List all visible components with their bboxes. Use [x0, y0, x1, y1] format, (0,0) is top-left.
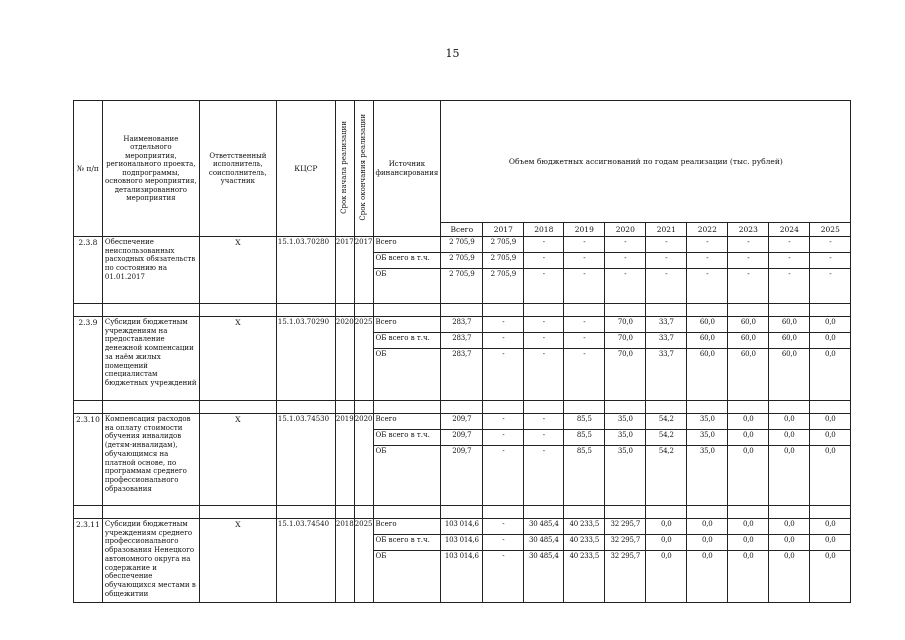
value-cell: - [524, 269, 564, 304]
row-end: 2020 [354, 414, 373, 506]
value-cell: - [524, 430, 564, 446]
row-source: Всего [373, 237, 441, 253]
value-cell: 0,0 [769, 446, 810, 506]
header-year-col: 2025 [810, 223, 851, 237]
table-row [74, 237, 851, 253]
value-cell: - [524, 446, 564, 506]
row-end: 2025 [354, 519, 373, 603]
value-cell: 0,0 [728, 535, 769, 551]
value-cell: 60,0 [769, 349, 810, 401]
value-cell: 60,0 [687, 333, 728, 349]
value-cell: - [810, 253, 851, 269]
value-cell: - [483, 333, 524, 349]
header-end: Срок окончания реализации [359, 114, 368, 221]
value-cell: 40 233,5 [564, 535, 605, 551]
table-row [74, 317, 851, 333]
header-year-col: 2024 [769, 223, 810, 237]
header-name: Наименование отдельного мероприятия, регионального проекта, подпрограммы, основного мероприятия, детализированного мероприятия [102, 101, 199, 237]
header-year-col: 2017 [483, 223, 524, 237]
value-cell: 0,0 [646, 535, 687, 551]
value-cell: - [483, 535, 524, 551]
value-cell: 30 485,4 [524, 519, 564, 535]
row-source: Всего [373, 414, 441, 430]
value-cell: - [483, 414, 524, 430]
table-row [74, 519, 851, 535]
row-kcsr: 15.1.03.70290 [276, 317, 335, 401]
value-cell: 2 705,9 [483, 237, 524, 253]
value-cell: 0,0 [728, 446, 769, 506]
value-cell: 40 233,5 [564, 551, 605, 603]
row-responsible: X [199, 237, 276, 304]
value-cell: - [646, 253, 687, 269]
value-cell: - [564, 333, 605, 349]
value-cell: - [524, 414, 564, 430]
value-cell: 60,0 [728, 333, 769, 349]
row-name: Субсидии бюджетным учреждениям на предоставление денежной компенсации за наём жилых помещений специалистам бюджетных учреждений [102, 317, 199, 401]
value-cell: 209,7 [441, 446, 483, 506]
value-cell: - [687, 269, 728, 304]
value-cell: 70,0 [605, 317, 646, 333]
value-cell: 0,0 [810, 551, 851, 603]
row-source: Всего [373, 519, 441, 535]
value-cell: - [524, 333, 564, 349]
row-id: 2.3.9 [74, 317, 103, 401]
value-cell: 103 014,6 [441, 551, 483, 603]
value-cell: 35,0 [605, 430, 646, 446]
row-responsible: X [199, 317, 276, 401]
value-cell: 0,0 [687, 519, 728, 535]
row-source: ОБ [373, 551, 441, 603]
row-source: ОБ всего в т.ч. [373, 333, 441, 349]
value-cell: - [728, 269, 769, 304]
row-kcsr: 15.1.03.74540 [276, 519, 335, 603]
value-cell: 40 233,5 [564, 519, 605, 535]
value-cell: 0,0 [810, 414, 851, 430]
value-cell: - [564, 269, 605, 304]
header-year-col: Всего [441, 223, 483, 237]
header-num: № п/п [74, 101, 103, 237]
row-source: ОБ всего в т.ч. [373, 535, 441, 551]
header-start: Срок начала реализации [340, 121, 349, 214]
budget-table [73, 100, 851, 603]
value-cell: 35,0 [605, 446, 646, 506]
value-cell: 35,0 [687, 414, 728, 430]
value-cell: - [564, 237, 605, 253]
value-cell: - [728, 237, 769, 253]
header-kcsr: КЦСР [276, 101, 335, 237]
header-source: Источник финансирования [373, 101, 441, 237]
row-name: Компенсация расходов на оплату стоимости обучения инвалидов (детям-инвалидам), обучающимся на платной основе, по программам среднего профессионального образования [102, 414, 199, 506]
row-responsible: X [199, 414, 276, 506]
value-cell: 0,0 [769, 430, 810, 446]
value-cell: 70,0 [605, 333, 646, 349]
value-cell: - [524, 237, 564, 253]
value-cell: 35,0 [687, 430, 728, 446]
value-cell: 60,0 [769, 333, 810, 349]
value-cell: 0,0 [810, 535, 851, 551]
value-cell: 0,0 [646, 551, 687, 603]
value-cell: - [769, 253, 810, 269]
row-id: 2.3.11 [74, 519, 103, 603]
value-cell: 0,0 [728, 414, 769, 430]
value-cell: 0,0 [728, 430, 769, 446]
row-source: Всего [373, 317, 441, 333]
row-responsible: X [199, 519, 276, 603]
value-cell: 103 014,6 [441, 535, 483, 551]
row-start: 2017 [335, 237, 354, 304]
value-cell: 60,0 [728, 317, 769, 333]
value-cell: 209,7 [441, 414, 483, 430]
header-responsible: Ответственный исполнитель, соисполнитель, участник [199, 101, 276, 237]
value-cell: - [687, 253, 728, 269]
value-cell: 60,0 [687, 349, 728, 401]
value-cell: 209,7 [441, 430, 483, 446]
value-cell: 30 485,4 [524, 535, 564, 551]
table-row [74, 414, 851, 430]
row-source: ОБ всего в т.ч. [373, 253, 441, 269]
header-year-col: 2023 [728, 223, 769, 237]
value-cell: 54,2 [646, 446, 687, 506]
value-cell: - [769, 269, 810, 304]
value-cell: 0,0 [810, 349, 851, 401]
value-cell: 283,7 [441, 317, 483, 333]
value-cell: 0,0 [687, 535, 728, 551]
value-cell: 70,0 [605, 349, 646, 401]
value-cell: 103 014,6 [441, 519, 483, 535]
row-start: 2020 [335, 317, 354, 401]
value-cell: - [483, 317, 524, 333]
header-volume: Объем бюджетных ассигнований по годам реализации (тыс. рублей) [441, 101, 851, 223]
row-source: ОБ [373, 446, 441, 506]
value-cell: - [810, 237, 851, 253]
row-name: Обеспечение неиспользованных расходных обязательств по состоянию на 01.01.2017 [102, 237, 199, 304]
row-start: 2018 [335, 519, 354, 603]
value-cell: - [605, 253, 646, 269]
value-cell: 33,7 [646, 317, 687, 333]
value-cell: 283,7 [441, 333, 483, 349]
value-cell: 54,2 [646, 430, 687, 446]
header-year-col: 2022 [687, 223, 728, 237]
value-cell: 0,0 [687, 551, 728, 603]
value-cell: 0,0 [769, 414, 810, 430]
value-cell: 2 705,9 [483, 253, 524, 269]
row-id: 2.3.8 [74, 237, 103, 304]
header-year-col: 2021 [646, 223, 687, 237]
row-source: ОБ [373, 349, 441, 401]
value-cell: 0,0 [810, 519, 851, 535]
header-year-col: 2019 [564, 223, 605, 237]
value-cell: 60,0 [769, 317, 810, 333]
value-cell: 32 295,7 [605, 535, 646, 551]
value-cell: 2 705,9 [441, 237, 483, 253]
value-cell: 33,7 [646, 333, 687, 349]
value-cell: 30 485,4 [524, 551, 564, 603]
value-cell: 0,0 [646, 519, 687, 535]
value-cell: 32 295,7 [605, 551, 646, 603]
value-cell: 35,0 [605, 414, 646, 430]
row-id: 2.3.10 [74, 414, 103, 506]
row-kcsr: 15.1.03.70280 [276, 237, 335, 304]
row-kcsr: 15.1.03.74530 [276, 414, 335, 506]
value-cell: - [483, 519, 524, 535]
value-cell: - [605, 269, 646, 304]
value-cell: 60,0 [728, 349, 769, 401]
value-cell: 0,0 [769, 551, 810, 603]
value-cell: 0,0 [728, 519, 769, 535]
header-year-col: 2020 [605, 223, 646, 237]
page-number: 15 [445, 47, 460, 60]
value-cell: 32 295,7 [605, 519, 646, 535]
value-cell: - [646, 269, 687, 304]
value-cell: 2 705,9 [483, 269, 524, 304]
header-year-col: 2018 [524, 223, 564, 237]
value-cell: - [769, 237, 810, 253]
value-cell: 0,0 [769, 535, 810, 551]
value-cell: - [605, 237, 646, 253]
header-row [74, 101, 851, 223]
value-cell: 35,0 [687, 446, 728, 506]
value-cell: 2 705,9 [441, 253, 483, 269]
value-cell: 2 705,9 [441, 269, 483, 304]
gap-row [74, 506, 851, 519]
row-source: ОБ всего в т.ч. [373, 430, 441, 446]
value-cell: - [646, 237, 687, 253]
row-source: ОБ [373, 269, 441, 304]
value-cell: 283,7 [441, 349, 483, 401]
value-cell: - [524, 349, 564, 401]
value-cell: 60,0 [687, 317, 728, 333]
value-cell: - [483, 446, 524, 506]
value-cell: - [687, 237, 728, 253]
value-cell: - [564, 317, 605, 333]
value-cell: - [564, 253, 605, 269]
value-cell: 0,0 [769, 519, 810, 535]
value-cell: - [728, 253, 769, 269]
value-cell: 0,0 [728, 551, 769, 603]
row-start: 2019 [335, 414, 354, 506]
gap-row [74, 304, 851, 317]
row-end: 2017 [354, 237, 373, 304]
value-cell: - [524, 253, 564, 269]
value-cell: 85,5 [564, 430, 605, 446]
value-cell: 0,0 [810, 333, 851, 349]
value-cell: - [483, 551, 524, 603]
row-name: Субсидии бюджетным учреждениям среднего профессионального образования Ненецкого автономного округа на содержание и обеспечение обучающихся местами в общежитии [102, 519, 199, 603]
value-cell: - [483, 349, 524, 401]
value-cell: 0,0 [810, 446, 851, 506]
value-cell: 85,5 [564, 446, 605, 506]
value-cell: 0,0 [810, 317, 851, 333]
value-cell: 85,5 [564, 414, 605, 430]
value-cell: - [564, 349, 605, 401]
row-end: 2025 [354, 317, 373, 401]
value-cell: 54,2 [646, 414, 687, 430]
gap-row [74, 401, 851, 414]
value-cell: - [483, 430, 524, 446]
value-cell: - [524, 317, 564, 333]
value-cell: 0,0 [810, 430, 851, 446]
value-cell: 33,7 [646, 349, 687, 401]
value-cell: - [810, 269, 851, 304]
